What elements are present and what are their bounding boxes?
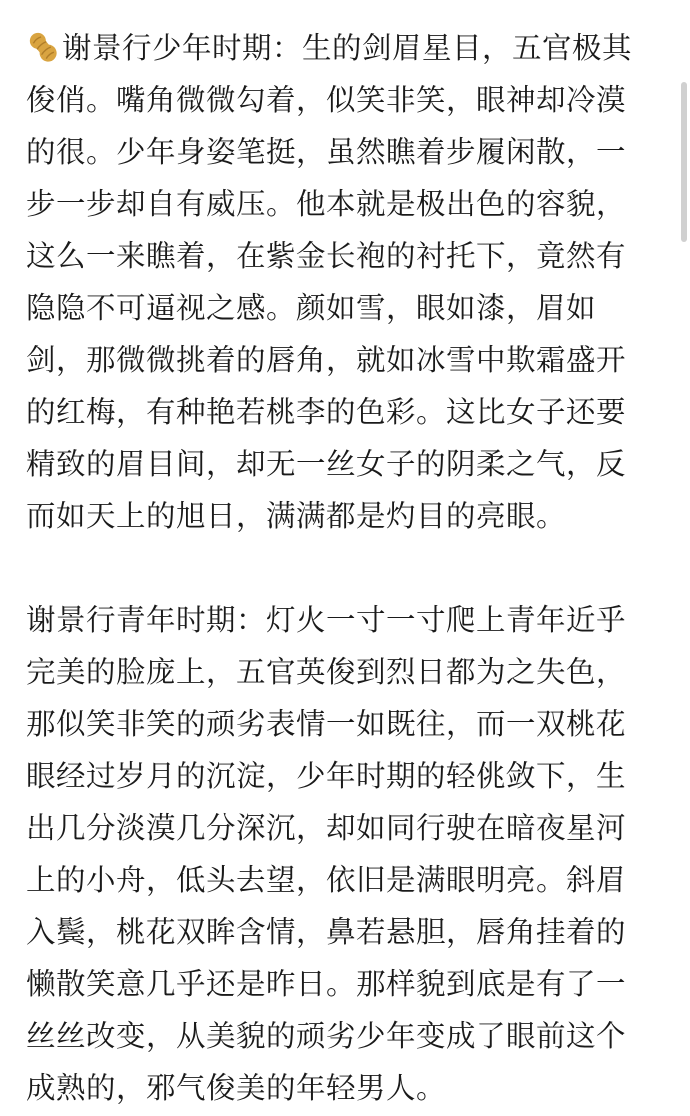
text-line: 步一步却自有威压。他本就是极出色的容貌， (26, 187, 627, 221)
paragraph-gap (26, 542, 662, 594)
text-line: 谢景行青年时期：灯火一寸一寸爬上青年近乎 (26, 603, 627, 637)
text-line: 入鬓，桃花双眸含情，鼻若悬胆，唇角挂着的 (26, 915, 627, 949)
text-line: 出几分淡漠几分深沉，却如同行驶在暗夜星河 (26, 811, 627, 845)
text-line: 精致的眉目间，却无一丝女子的阴柔之气，反 (26, 447, 627, 481)
peanut-emoji-icon (26, 28, 60, 62)
text-line: 的红梅，有种艳若桃李的色彩。这比女子还要 (26, 395, 627, 429)
text-line: 成熟的，邪气俊美的年轻男人。 (26, 1071, 447, 1105)
text-line: 剑，那微微挑着的唇角，就如冰雪中欺霜盛开 (26, 343, 627, 377)
text-line: 懒散笑意几乎还是昨日。那样貌到底是有了一 (26, 967, 627, 1001)
text-line: 隐隐不可逼视之感。颜如雪，眼如漆，眉如 (26, 291, 597, 325)
paragraph-adult (26, 594, 662, 1114)
text-line: 完美的脸庞上，五官英俊到烈日都为之失色， (26, 655, 627, 689)
text-line: 上的小舟，低头去望，依旧是满眼明亮。斜眉 (26, 863, 627, 897)
text-line: 俊俏。嘴角微微勾着，似笑非笑，眼神却冷漠 (26, 83, 627, 117)
text-line: 这么一来瞧着，在紫金长袍的衬托下，竟然有 (26, 239, 627, 273)
text-line: 丝丝改变，从美貌的顽劣少年变成了眼前这个 (26, 1019, 627, 1053)
scrollbar[interactable] (681, 82, 687, 242)
text-line (26, 22, 662, 74)
text-line-content: 谢景行少年时期：生的剑眉星目，五官极其 (62, 31, 633, 65)
text-line: 眼经过岁月的沉淀，少年时期的轻佻敛下，生 (26, 759, 627, 793)
text-line: 那似笑非笑的顽劣表情一如既往，而一双桃花 (26, 707, 627, 741)
text-line: 的很。少年身姿笔挺，虽然瞧着步履闲散，一 (26, 135, 627, 169)
text-line: 而如天上的旭日，满满都是灼目的亮眼。 (26, 499, 567, 533)
article-text (26, 22, 662, 1114)
paragraph-youth (26, 22, 662, 542)
